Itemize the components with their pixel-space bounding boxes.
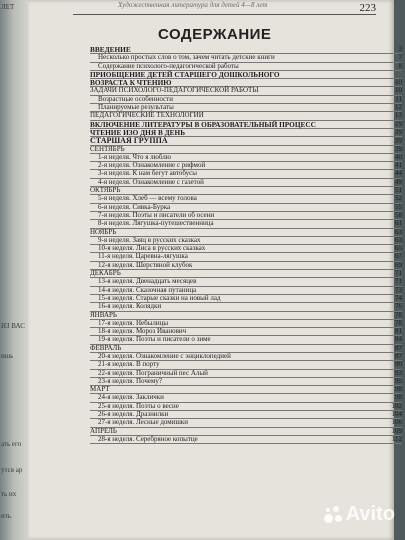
toc-entry-label: АПРЕЛЬ — [90, 426, 117, 435]
toc-entry-label: 1-я неделя. Что я люблю — [98, 152, 172, 161]
toc-entry-label: 6-я неделя. Сивка-Бурка — [98, 202, 171, 211]
toc-entry-label: 27-я неделя. Лесные домишки — [98, 418, 188, 427]
toc-entry-label: ПЕДАГОГИЧЕСКИЕ ТЕХНОЛОГИИ — [90, 111, 204, 120]
toc-entry-page: 69 — [395, 260, 402, 269]
toc-entry-label: 2-я неделя. Ознакомление с рифмой — [98, 161, 206, 170]
toc-entry — [90, 179, 402, 187]
toc-entry-label: Содержание психолого-педагогической работы — [98, 61, 239, 70]
toc-entry — [90, 419, 402, 427]
toc-entry-label: 19-я неделя. Поэты и писатели о зиме — [98, 335, 211, 344]
adjacent-page-fragment: ать его — [1, 440, 22, 448]
toc-entry-label: 23-я неделя. Почему? — [98, 376, 162, 385]
toc-entry-label: ЗАДАЧИ ПСИХОЛОГО-ПЕДАГОГИЧЕСКОЙ РАБОТЫ — [90, 86, 259, 95]
toc-entry-page: 71 — [395, 269, 402, 278]
toc-entry-page: 74 — [395, 293, 402, 302]
toc-entry-page: 19 — [395, 119, 402, 128]
toc-entry-label: 11-я неделя. Царевна-лягушка — [98, 252, 188, 261]
toc-entry-page: 41 — [395, 161, 402, 170]
toc-entry-page: 39 — [395, 144, 402, 153]
toc-entry-page: 49 — [395, 177, 402, 186]
toc-entry — [90, 220, 402, 228]
toc-title: СОДЕРЖАНИЕ — [158, 26, 272, 43]
toc-entry-page: 51 — [395, 186, 402, 195]
toc-entry-label: ЧТЕНИЕ ИЗО ДНЯ В ДЕНЬ — [90, 127, 186, 137]
adjacent-page-fragment: ть их — [1, 490, 17, 498]
toc-entry — [90, 303, 402, 311]
toc-entry-label: СЕНТЯБРЬ — [90, 144, 125, 153]
avito-logo-icon — [324, 506, 342, 524]
toc-entry-page: 7 — [398, 53, 402, 62]
toc-entry-label: ЯНВАРЬ — [90, 310, 117, 319]
toc-entry-page: 58 — [395, 210, 402, 219]
toc-entry-page: 10 — [395, 86, 402, 95]
adjacent-page-fragment: ЛЕТ — [1, 3, 15, 11]
toc-entry-label: 22-я неделя. Пограничный пес Алый — [98, 368, 208, 377]
adjacent-page-fragment: утся ар — [1, 466, 23, 474]
toc-entry — [90, 436, 402, 444]
toc-entry-label: 28-я неделя. Серебряное копытце — [98, 434, 198, 443]
toc-entry-page: 10 — [395, 78, 402, 87]
toc-entry-label: ДЕКАБРЬ — [90, 269, 121, 278]
toc-entry-label: 15-я неделя. Старые сказки на новый лад — [98, 293, 221, 302]
watermark-text: Avito — [345, 503, 395, 525]
toc-entry-label: Несколько простых слов о том, зачем читать детские книги — [98, 53, 275, 62]
toc-entry-label: 9-я неделя. Заяц в русских сказках — [98, 235, 201, 244]
adjacent-page-fragment: ить — [1, 512, 11, 520]
toc-entry-page: 78 — [395, 310, 402, 319]
toc-entry-page: 11 — [395, 94, 402, 103]
toc-entry — [90, 137, 402, 145]
toc-entry-page: 40 — [395, 152, 402, 161]
toc-entry-label: 20-я неделя. Ознакомление с энциклопедией — [98, 351, 231, 360]
toc-entry-page: 39 — [395, 127, 402, 136]
toc-entry-label: 13-я неделя. Двенадцать месяцев — [98, 277, 197, 286]
toc-entry-page: 95 — [395, 376, 402, 385]
toc-entry-page: 87 — [395, 351, 402, 360]
toc-entry-page: 63 — [395, 235, 402, 244]
toc-entry-label: ВВЕДЕНИЕ — [90, 45, 131, 54]
toc-entry-label: ПРИОБЩЕНИЕ ДЕТЕЙ СТАРШЕГО ДОШКОЛЬНОГО — [90, 69, 280, 79]
toc-entry-page: 84 — [395, 335, 402, 344]
toc-entry-label: 5-я неделя. Хлеб — всему голова — [98, 194, 197, 203]
toc-entry-page: 104 — [391, 410, 402, 419]
toc-entry — [90, 336, 402, 344]
toc-entry-page: 71 — [395, 277, 402, 286]
toc-entry-page: 52 — [395, 194, 402, 203]
toc-entry-page: 109 — [391, 426, 402, 435]
toc-entry-label: СТАРШАЯ ГРУППА — [90, 136, 168, 146]
adjacent-page-fragment: ИЗ ВАС — [1, 322, 25, 330]
book-page — [28, 0, 402, 540]
toc-entry-label: 8-я неделя. Лягушка-путешественница — [98, 219, 214, 228]
toc-entry-page: 67 — [395, 252, 402, 261]
toc-entry-page: 61 — [395, 219, 402, 228]
toc-entry-page: 98 — [395, 393, 402, 402]
toc-entry-page: 98 — [395, 385, 402, 394]
toc-entry-page: 106 — [391, 418, 402, 427]
toc-entry-page: 78 — [395, 318, 402, 327]
adjacent-page-fragment: ишь — [1, 352, 14, 360]
toc-entry-label: ОКТЯБРЬ — [90, 186, 121, 195]
toc-entry-page: 90 — [395, 360, 402, 369]
running-header: Художественная литература для детей 4—8 лет — [118, 1, 268, 9]
toc-entry-page: 55 — [395, 202, 402, 211]
toc-entry-label: 12-я неделя. Шерстяной клубок — [98, 260, 193, 269]
toc-entry-label: 7-я неделя. Поэты и писатели об осени — [98, 210, 215, 219]
page-number: 223 — [359, 2, 376, 14]
header-rule — [73, 14, 376, 15]
toc-entry-label: Возрастные особенности — [98, 94, 173, 103]
toc-entry-label: ВОЗРАСТА К ЧТЕНИЮ — [90, 78, 172, 88]
toc-entry-page: 112 — [391, 434, 402, 443]
toc-entry-label: 4-я неделя. Ознакомление с газетой — [98, 177, 204, 186]
toc-entry-page: 76 — [395, 302, 402, 311]
toc-entry-page: 73 — [395, 285, 402, 294]
toc-entry-label: 10-я неделя. Лиса в русских сказках — [98, 244, 206, 253]
toc-entry-label: 18-я неделя. Мороз Иванович — [98, 327, 187, 336]
toc-entry-page: 81 — [395, 327, 402, 336]
toc-entry-page: 12 — [395, 103, 402, 112]
toc-entry-label: 21-я неделя. В порту — [98, 360, 160, 369]
toc-entry-page: 3 — [398, 45, 402, 53]
toc-entry-page: 87 — [395, 343, 402, 352]
toc-entry-label: 3-я неделя. К нам бегут автобусы — [98, 169, 197, 178]
toc-entry — [90, 262, 402, 270]
adjacent-page-edge — [0, 0, 30, 540]
toc-entry — [90, 378, 402, 386]
toc-entry-page: 39 — [394, 136, 402, 146]
toc-entry-page: 63 — [395, 227, 402, 236]
toc-entry-label: 14-я неделя. Сказочная путаница — [98, 285, 197, 294]
table-of-contents — [90, 46, 402, 444]
toc-entry-page: 44 — [395, 169, 402, 178]
toc-entry-label: 25-я неделя. Поэты о весне — [98, 401, 179, 410]
toc-entry-label: 17-я неделя. Небылицы — [98, 318, 169, 327]
toc-entry-label: 16-я неделя. Колядки — [98, 302, 162, 311]
toc-entry-label: Планируемые результаты — [98, 103, 174, 112]
toc-entry-label: 26-я неделя. Дразнилки — [98, 410, 169, 419]
toc-entry-label: ФЕВРАЛЬ — [90, 343, 122, 352]
toc-entry-page: 102 — [391, 401, 402, 410]
toc-entry-page: 65 — [395, 244, 402, 253]
toc-entry-page: 13 — [395, 111, 402, 120]
toc-entry-label: ВКЛЮЧЕНИЕ ЛИТЕРАТУРЫ В ОБРАЗОВАТЕЛЬНЫЙ ПРОЦЕСС — [90, 119, 316, 129]
toc-entry-page: 8 — [398, 61, 402, 70]
toc-entry-label: НОЯБРЬ — [90, 227, 117, 236]
toc-entry-label: МАРТ — [90, 385, 110, 394]
toc-entry-label: 24-я неделя. Заклички — [98, 393, 164, 402]
avito-watermark — [324, 503, 395, 526]
toc-entry-page: 93 — [395, 368, 402, 377]
